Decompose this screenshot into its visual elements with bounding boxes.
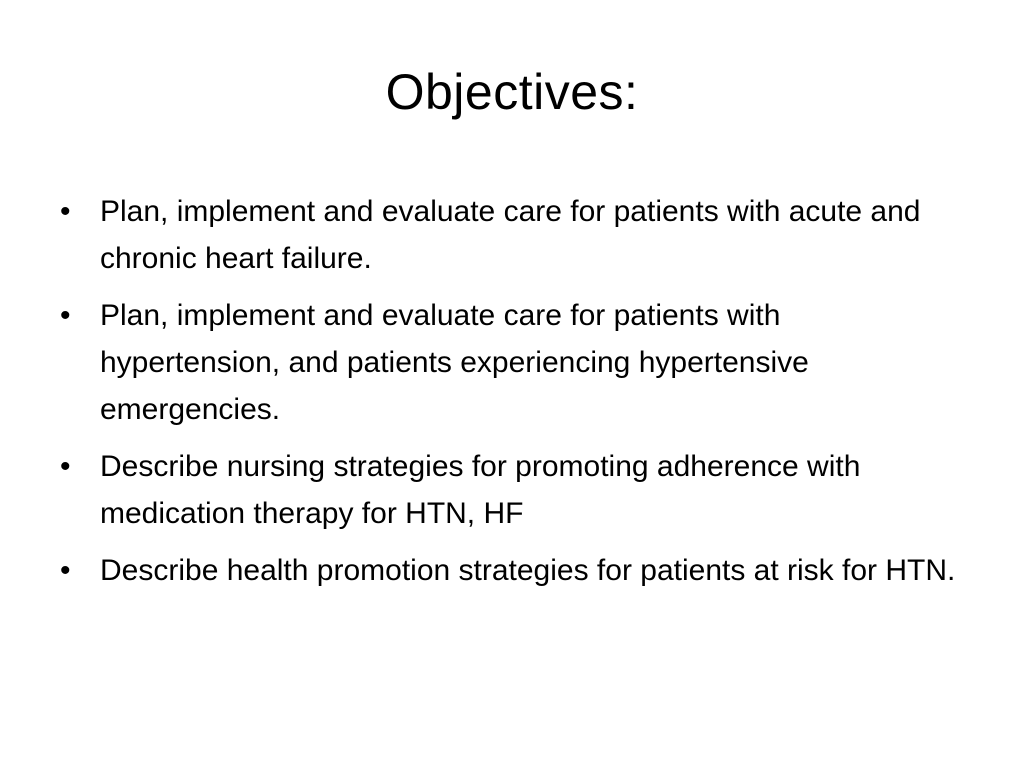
bullet-icon: • [60,299,71,332]
bullet-text: Plan, implement and evaluate care for patients with acute and chronic heart failure. [100,195,921,275]
bullet-icon: • [60,450,71,483]
bullet-icon: • [60,195,71,228]
bullet-icon: • [60,554,71,587]
bullet-text: Describe nursing strategies for promoting adherence with medication therapy for HTN, HF [100,450,861,530]
bullet-item [60,292,960,433]
slide-title: Objectives: [385,64,639,120]
bullet-text: Plan, implement and evaluate care for patients with hypertension, and patients experiencing hypertensive emergencies. [100,299,809,426]
bullet-item [60,443,960,537]
bullet-text: Describe health promotion strategies for patients at risk for HTN. [100,554,956,587]
bullet-list [60,188,960,604]
bullet-item [60,547,960,594]
bullet-item [60,188,960,282]
